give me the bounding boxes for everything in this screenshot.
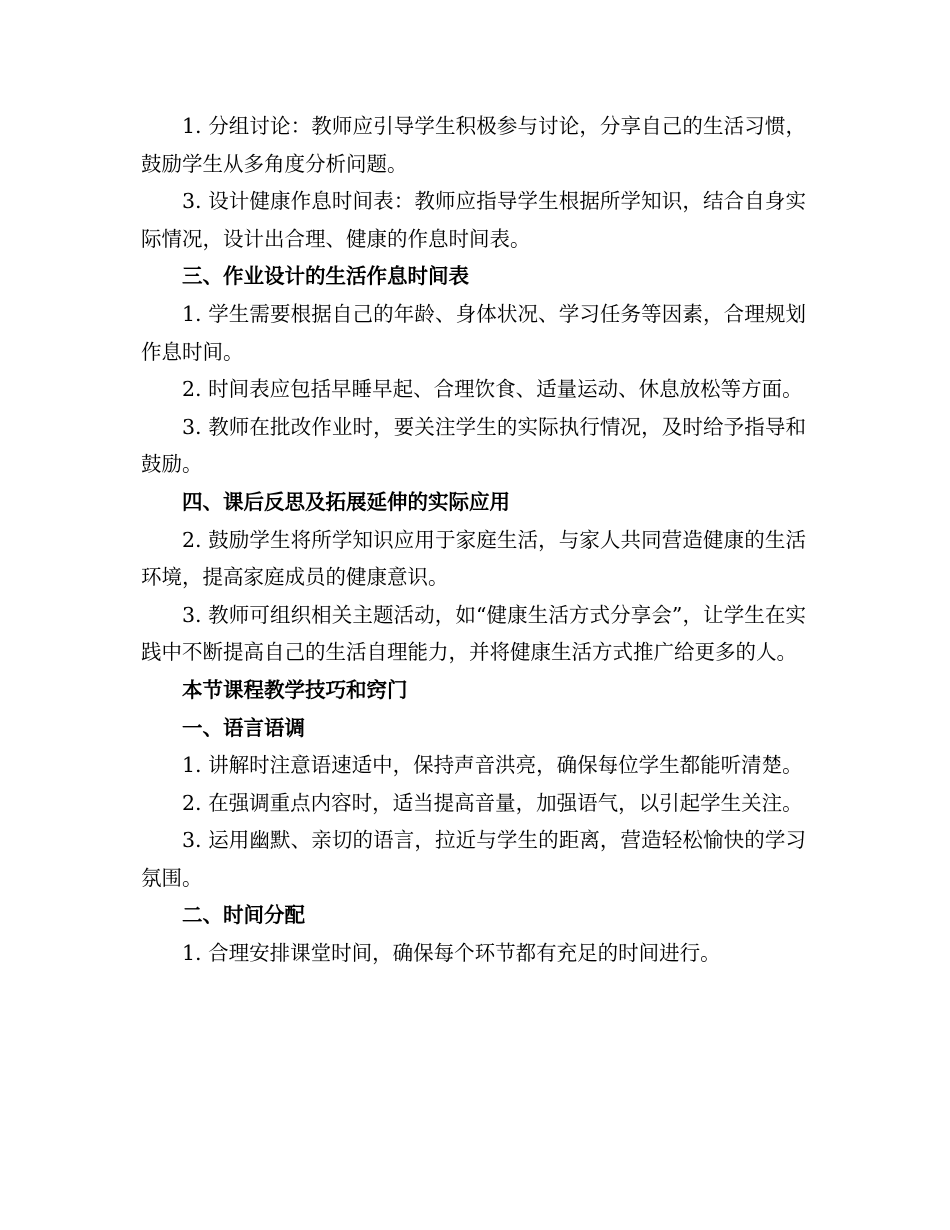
section-heading: 二、时间分配 [182,903,305,928]
list-item: 3. 教师可组织相关主题活动，如“健康生活方式分享会”，让学生在实践中不断提高自己的生活自理能力，并将健康生活方式推广给更多的人。 [141,602,806,665]
list-item: 3. 教师在批改作业时，要关注学生的实际执行情况，及时给予指导和鼓励。 [141,414,806,477]
document-body [141,108,806,973]
section-heading: 本节课程教学技巧和窍门 [182,677,408,702]
list-item: 3. 设计健康作息时间表：教师应指导学生根据所学知识，结合自身实际情况，设计出合理、健康的作息时间表。 [141,189,806,251]
list-item: 2. 时间表应包括早睡早起、合理饮食、适量运动、休息放松等方面。 [182,377,803,402]
list-item: 2. 鼓励学生将所学知识应用于家庭生活，与家人共同营造健康的生活环境，提高家庭成员的健康意识。 [141,527,806,590]
list-item: 1. 合理安排课堂时间，确保每个环节都有充足的时间进行。 [182,941,721,966]
section-heading: 四、课后反思及拓展延伸的实际应用 [182,489,510,514]
list-item: 1. 学生需要根据自己的年龄、身体状况、学习任务等因素，合理规划作息时间。 [141,301,806,364]
list-item: 2. 在强调重点内容时，适当提高音量，加强语气，以引起学生关注。 [182,790,803,815]
section-heading: 三、作业设计的生活作息时间表 [182,264,469,289]
list-item: 1. 分组讨论：教师应引导学生积极参与讨论，分享自己的生活习惯，鼓励学生从多角度分析问题。 [141,114,806,176]
list-item: 1. 讲解时注意语速适中，保持声音洪亮，确保每位学生都能听清楚。 [182,753,803,778]
list-item: 3. 运用幽默、亲切的语言，拉近与学生的距离，营造轻松愉快的学习氛围。 [141,828,806,890]
section-heading: 一、语言语调 [182,715,305,740]
